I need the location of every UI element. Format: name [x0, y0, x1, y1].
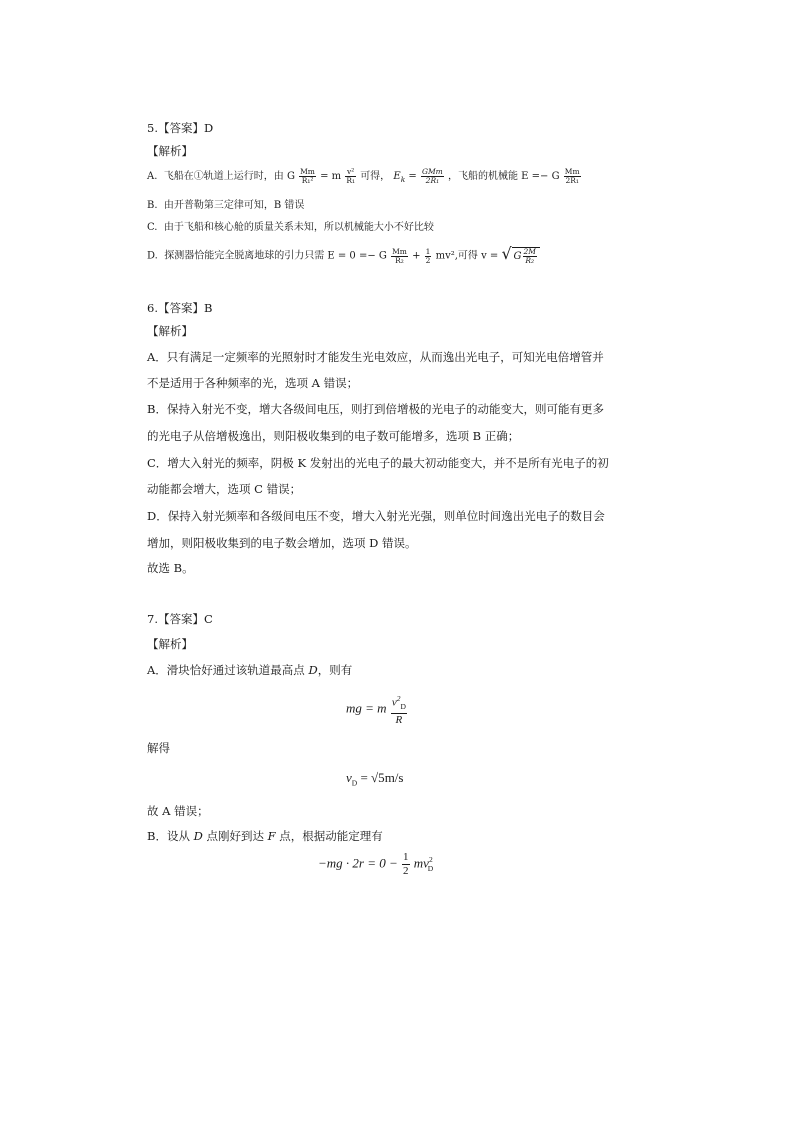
- q5-b-text: 由开普勒第三定律可知，B 错误: [163, 200, 305, 211]
- q7-eq1-num-v: v: [391, 696, 397, 709]
- q7-eq1-num: [391, 692, 407, 713]
- q5-a-text-5: ，飞船的机械能 E =− G: [447, 171, 560, 182]
- q7-equation-1: [346, 692, 408, 727]
- q6-line: A．只有满足一定频率的光照射时才能发生光电效应，从而逸出光电子，可知光电倍增管并: [147, 350, 604, 364]
- q5-option-a: [147, 168, 582, 188]
- q5-d-fraction-1: [391, 248, 408, 265]
- q5-a-fraction-4: [564, 168, 581, 185]
- q7-eq2-v: v: [346, 770, 352, 785]
- q7-equation-2: [346, 770, 403, 788]
- q7-eq1-num-sup: 2: [396, 694, 401, 703]
- q7-header: 7.【答案】C: [147, 612, 213, 626]
- q7-a-text-2: ，则有: [317, 663, 353, 677]
- q5-d-f3-num: 2M: [523, 247, 536, 256]
- q5-a-ek: [393, 171, 405, 182]
- q5-a-text-1: 飞船在①轨道上运行时，由 G: [163, 171, 295, 182]
- q6-line: 不是适用于各种频率的光，选项 A 错误；: [147, 376, 359, 390]
- q7-eq3-rsub: D: [427, 864, 434, 874]
- q7-eq3-fraction: [402, 851, 410, 878]
- q5-d-text-2: +: [412, 250, 421, 262]
- q7-b-text-1: B．设从: [147, 829, 194, 843]
- q7-eq3-rhs: mv: [413, 855, 429, 871]
- q5-a-f3-den: 2R₁: [421, 176, 444, 185]
- q7-eq1-num-sub: D: [400, 701, 406, 711]
- q5-option-c: [147, 220, 434, 236]
- radical-sign-icon: √: [501, 244, 512, 263]
- q5-analysis-label: 【解析】: [147, 144, 193, 158]
- q7-eq2-eq: =: [360, 770, 368, 785]
- q7-eq3-lhs: −mg · 2r = 0 −: [318, 855, 398, 871]
- q5-a-fraction-3: [421, 168, 444, 185]
- q5-d-f1-den: R₂: [391, 256, 408, 265]
- q7-a-text-1: A．滑块恰好通过该轨道最高点: [147, 663, 309, 677]
- q5-option-b: [147, 198, 304, 214]
- q5-c-text: 由于飞船和核心舱的质量关系未知，所以机械能大小不好比较: [163, 222, 434, 233]
- q7-jiede: 解得: [147, 741, 170, 755]
- q7-option-b-text: [147, 828, 383, 844]
- q5-a-text-3: 可得，: [360, 171, 391, 182]
- q5-header: 5.【答案】D: [147, 121, 214, 135]
- q6-header: 6.【答案】B: [147, 301, 213, 315]
- q5-d-f1-num: Mm: [392, 246, 407, 256]
- q6-line: 故选 B。: [147, 561, 194, 575]
- q7-b-point-f: F: [267, 829, 276, 843]
- q7-eq2-root: √5: [371, 770, 385, 785]
- q5-d-sqrt: [501, 244, 540, 265]
- q7-eq3-num: 1: [403, 851, 409, 863]
- q7-equation-3: [318, 851, 433, 878]
- q7-eq1-lhs: mg = m: [346, 700, 387, 716]
- q7-a-point-d: D: [308, 663, 318, 677]
- q5-a-f2-num: v²: [347, 167, 355, 176]
- q5-option-d: [147, 244, 540, 265]
- q5-a-fraction-1: [299, 168, 316, 185]
- q5-a-f1-num: Mm: [300, 167, 315, 176]
- q7-eq3-den: 2: [403, 865, 409, 877]
- q7-b-text-2: 点刚好到达: [202, 829, 268, 843]
- q5-d-prefix: D.: [147, 250, 158, 262]
- q6-line: 的光电子从倍增极逸出，则阳极收集到的电子数可能增多，选项 B 正确；: [147, 429, 520, 443]
- q5-a-f4-num: Mm: [564, 167, 580, 176]
- q6-line: B．保持入射光不变，增大各级间电压，则打到倍增极的光电子的动能变大，则可能有更多: [147, 402, 604, 416]
- q5-d-fraction-3: [523, 248, 537, 265]
- q5-c-prefix: C.: [147, 222, 158, 233]
- q7-b-point-d: D: [193, 829, 203, 843]
- q7-option-a-text: [147, 662, 352, 678]
- q5-d-f2-den: 2: [425, 255, 431, 265]
- q6-line: 动能都会增大，选项 C 错误；: [147, 482, 302, 496]
- q6-line: 增加，则阳极收集到的电子数会增加，选项 D 错误。: [147, 536, 417, 550]
- q7-eq3-rsup: 2: [428, 855, 433, 865]
- q7-eq1-fraction: [391, 692, 407, 727]
- q6-line: D．保持入射光频率和各级间电压不变，增大入射光光强，则单位时间逸出光电子的数目会: [147, 509, 605, 523]
- q5-a-ek-letter: E: [393, 171, 401, 182]
- q7-eq2-unit: m/s: [384, 770, 404, 785]
- q7-a-conclusion: 故 A 错误；: [147, 804, 209, 818]
- q5-d-text-1: 探测器恰能完全脱离地球的引力只需 E = 0 =− G: [164, 250, 387, 262]
- q5-a-f2-den: R₁: [346, 176, 355, 185]
- q5-a-fraction-2: [345, 168, 356, 185]
- q7-analysis-label: 【解析】: [147, 637, 193, 651]
- q5-b-prefix: B.: [147, 200, 158, 211]
- q5-a-f1-den: R₁²: [299, 176, 316, 185]
- q6-line: C．增大入射光的频率，阴极 K 发射出的光电子的最大初动能变大，并不是所有光电子的初: [147, 456, 609, 470]
- q7-b-text-3: 点，根据动能定理有: [275, 829, 383, 843]
- q5-d-f2-num: 1: [425, 246, 431, 256]
- q7-eq2-vsub: D: [351, 778, 358, 788]
- q5-a-f3-num: GMm: [422, 167, 443, 176]
- q5-d-text-3: mv²,可得 v =: [435, 250, 499, 262]
- q5-d-fraction-2: [425, 248, 432, 265]
- q6-analysis-label: 【解析】: [147, 324, 193, 338]
- q5-a-f4-den: 2R₁: [565, 176, 579, 185]
- q5-d-f3-den: R₂: [523, 256, 537, 265]
- q5-a-text-4: =: [408, 171, 417, 182]
- q5-d-sqrt-g: G: [513, 251, 522, 262]
- q5-a-prefix: A.: [147, 171, 158, 182]
- q5-a-ek-sub: k: [400, 175, 406, 184]
- q7-eq1-den: R: [391, 713, 407, 727]
- q5-a-text-2: = m: [320, 171, 342, 182]
